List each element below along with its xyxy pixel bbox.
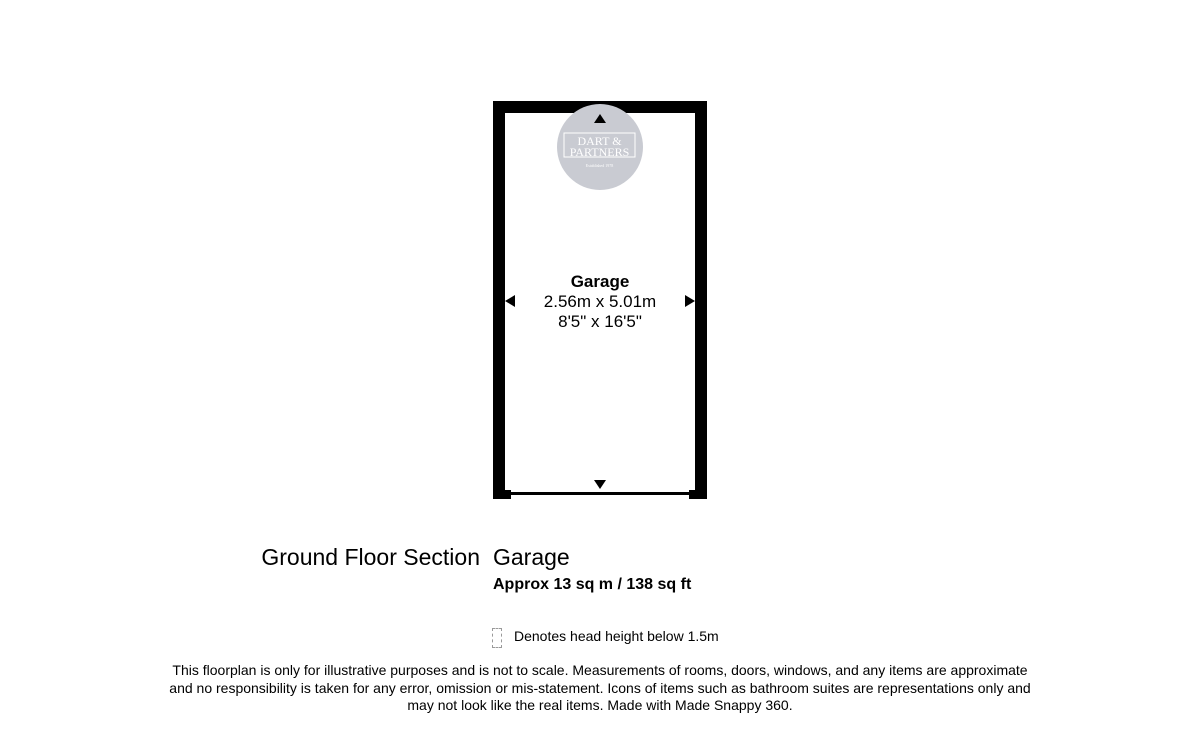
floor-label-cut bbox=[261, 542, 480, 572]
room-dimensions-imperial: 8'5" x 16'5" bbox=[558, 312, 642, 331]
room-dimensions-metric: 2.56m x 5.01m bbox=[543, 292, 657, 311]
floor-area: Approx 13 sq m / 138 sq ft bbox=[493, 576, 692, 593]
head-height-legend-text: Denotes head height below 1.5m bbox=[514, 628, 719, 644]
head-height-legend-icon bbox=[492, 628, 502, 648]
room-name: Garage bbox=[570, 272, 630, 291]
logo-line-1: DART & bbox=[577, 134, 622, 148]
dimension-arrow-down-icon bbox=[594, 480, 606, 489]
floor-name: Garage bbox=[493, 544, 570, 570]
disclaimer-line-2: and no responsibility is taken for any error, omission or mis-statement. Icons of items such as bathroom suites are representations only and bbox=[169, 679, 1031, 696]
garage-door bbox=[511, 492, 689, 495]
logo-line-2: PARTNERS bbox=[569, 145, 630, 159]
disclaimer bbox=[140, 662, 1060, 715]
door-jamb-right bbox=[689, 490, 695, 499]
disclaimer-line-1: This floorplan is only for illustrative purposes and is not to scale. Measurements of rooms, doors, windows, and any items are approximate bbox=[172, 662, 1028, 678]
logo-line-3: Established 1978 bbox=[585, 163, 614, 168]
floor-label-cut-text: Ground Floor Section bbox=[261, 544, 480, 570]
disclaimer-line-3: may not look like the real items. Made with Made Snappy 360. bbox=[407, 697, 793, 713]
door-jamb-left bbox=[505, 490, 511, 499]
